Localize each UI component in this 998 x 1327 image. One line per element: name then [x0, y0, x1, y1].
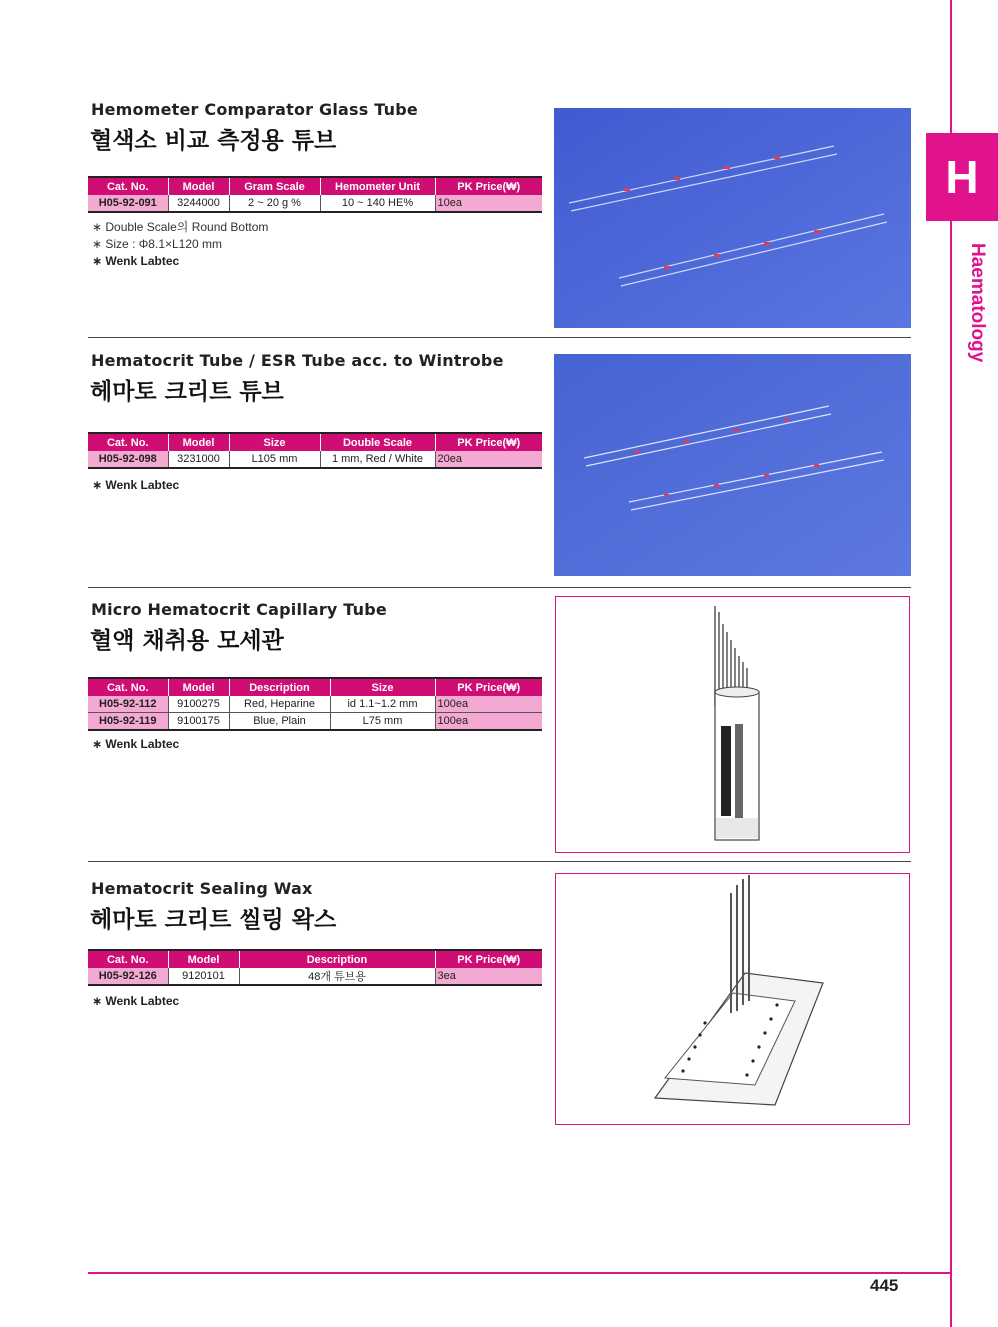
sealing-wax-tray-illustration [555, 873, 910, 1125]
table-cell: Blue, Plain [229, 713, 330, 731]
product-title-en: Hematocrit Tube / ESR Tube acc. to Wintrobe [91, 351, 504, 370]
table-cell: L105 mm [229, 451, 320, 468]
product-section [88, 600, 542, 855]
product-notes [92, 993, 179, 1010]
product-title-ko: 혈색소 비교 측정용 튜브 [90, 128, 337, 154]
product-title-ko: 헤마토 크리트 튜브 [90, 379, 284, 405]
note-line: ∗ Wenk Labtec [92, 737, 180, 751]
category-label [964, 243, 990, 383]
table-header: PK Price(₩) [435, 950, 542, 968]
table-cell: L75 mm [330, 713, 435, 731]
table-row [88, 195, 542, 212]
table-cell: id 1.1~1.2 mm [330, 696, 435, 713]
table-header: PK Price(₩) [435, 678, 542, 696]
note-line: ∗ Double Scale의 Round Bottom [92, 220, 269, 234]
table-header: Size [229, 433, 320, 451]
product-table [88, 949, 542, 986]
table-header: PK Price(₩) [435, 177, 542, 195]
table-header-row [88, 177, 542, 195]
product-title-ko: 혈액 채취용 모세관 [90, 628, 284, 654]
product-title-ko: 헤마토 크리트 씰링 왁스 [90, 907, 337, 933]
section-divider [88, 587, 911, 588]
product-notes [92, 736, 179, 753]
table-row [88, 696, 542, 713]
table-header: Model [168, 433, 229, 451]
table-header: Cat. No. [88, 177, 168, 195]
product-notes [92, 477, 179, 494]
cat-no-cell: H05-92-098 [88, 451, 168, 468]
page-number: 445 [870, 1276, 899, 1295]
cat-no-cell: H05-92-091 [88, 195, 168, 212]
price-cell: 3ea [435, 968, 542, 985]
note-line: ∗ Wenk Labtec [92, 254, 180, 268]
product-title-en: Hematocrit Sealing Wax [91, 879, 313, 898]
table-cell: 2 ~ 20 g % [229, 195, 320, 212]
section-tab [926, 133, 998, 221]
product-table [88, 432, 542, 469]
table-header: Double Scale [320, 433, 435, 451]
table-row [88, 968, 542, 985]
product-section [88, 100, 542, 335]
table-header: Cat. No. [88, 950, 168, 968]
table-header: Model [168, 950, 239, 968]
cat-no-cell: H05-92-112 [88, 696, 168, 713]
product-title-en: Hemometer Comparator Glass Tube [91, 100, 418, 119]
glass-tube-photo [554, 108, 911, 328]
table-header: Size [330, 678, 435, 696]
price-cell: 10ea [435, 195, 542, 212]
footer-line [88, 1272, 950, 1274]
table-header: PK Price(₩) [435, 433, 542, 451]
tab-letter: H [945, 151, 979, 203]
price-cell: 100ea [435, 713, 542, 731]
price-cell: 100ea [435, 696, 542, 713]
product-section [88, 351, 542, 581]
category-text: Haematology [967, 243, 988, 363]
table-header: Description [229, 678, 330, 696]
product-table [88, 677, 542, 731]
model-cell: 9100175 [168, 713, 229, 731]
table-cell: 10 ~ 140 HE% [320, 195, 435, 212]
table-header-row [88, 678, 542, 696]
note-line: ∗ Wenk Labtec [92, 994, 180, 1008]
table-header-row [88, 950, 542, 968]
cat-no-cell: H05-92-119 [88, 713, 168, 731]
section-divider [88, 337, 911, 338]
model-cell: 9120101 [168, 968, 239, 985]
table-cell: 48개 튜브용 [239, 968, 435, 985]
table-header: Description [239, 950, 435, 968]
table-cell: 1 mm, Red / White [320, 451, 435, 468]
note-line: ∗ Size : Φ8.1×L120 mm [92, 237, 223, 251]
note-line: ∗ Wenk Labtec [92, 478, 180, 492]
table-row [88, 451, 542, 468]
product-table [88, 176, 542, 213]
table-header: Model [168, 177, 229, 195]
capillary-tube-vial-illustration [555, 596, 910, 853]
table-header-row [88, 433, 542, 451]
table-cell: Red, Heparine [229, 696, 330, 713]
section-divider [88, 861, 911, 862]
model-cell: 9100275 [168, 696, 229, 713]
product-section [88, 879, 542, 1139]
price-cell: 20ea [435, 451, 542, 468]
table-header: Cat. No. [88, 433, 168, 451]
model-cell: 3231000 [168, 451, 229, 468]
cat-no-cell: H05-92-126 [88, 968, 168, 985]
table-header: Gram Scale [229, 177, 320, 195]
model-cell: 3244000 [168, 195, 229, 212]
table-header: Hemometer Unit [320, 177, 435, 195]
hematocrit-tube-photo [554, 354, 911, 576]
table-row [88, 713, 542, 731]
table-header: Model [168, 678, 229, 696]
table-header: Cat. No. [88, 678, 168, 696]
product-title-en: Micro Hematocrit Capillary Tube [91, 600, 387, 619]
product-notes [92, 219, 268, 270]
